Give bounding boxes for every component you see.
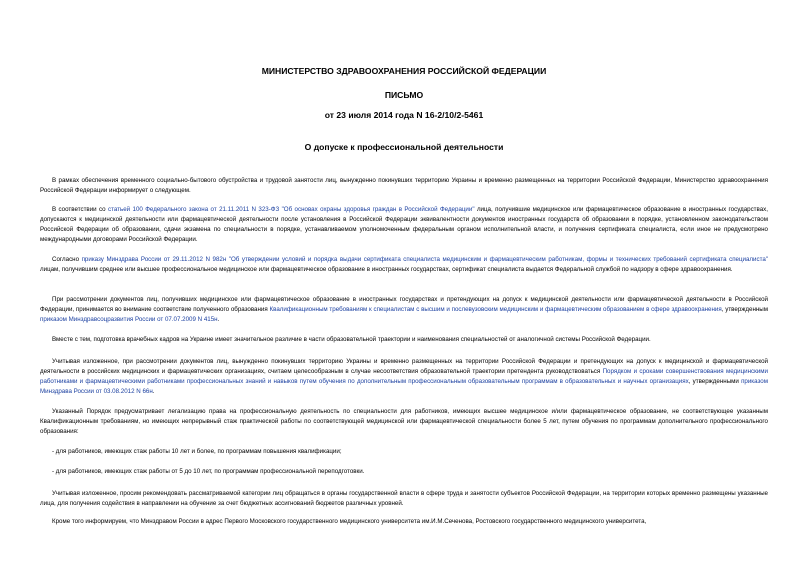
paragraph-order-982n xyxy=(40,255,768,275)
list-item-5-to-10-years: - для работников, имеющих стаж работы от 5 до 10 лет, по программам профессиональной переподготовки. xyxy=(52,468,365,475)
paragraph-qualification-requirements xyxy=(40,295,768,325)
paragraph-procedure-legalization: Указанный Порядок предусматривает легализацию права на профессиональную деятельность по специальности для работников, имеющих высшее медицинское и/или фармацевтическое образование, не соответствующее указанным Квалификационным требованиям, но имеющих непрерывный стаж практической работы по соответствующей медицинской или фармацевтической специальности более 5 лет, путем обучения по программам дополнительного профессионального образования: xyxy=(40,408,768,435)
link-qualification-requirements[interactable]: Квалификационным требованиям к специалистам с высшим и послевузовским медицинским и фармацевтическим образованием в сфере здравоохранения xyxy=(269,306,722,313)
paragraph-intro: В рамках обеспечения временного социально-бытового обустройства и трудовой занятости лиц, вынужденно покинувших территорию Украины и временно размещенных на территории Российской Федерации, Министерство здравоохранения Российской Федерации информирует о следующем. xyxy=(40,177,768,194)
link-procedure-and-terms[interactable]: Порядком и сроками совершенствования медицинскими работниками и фармацевтическими работниками профессиональных знаний и навыков путем обучения по дополнительным профессиональным образовательным программам в образовательных и научных организациях xyxy=(40,368,768,385)
paragraph-text: . xyxy=(217,316,220,323)
link-order-415n[interactable]: приказом Минздравсоцразвития России от 07.07.2009 N 415н xyxy=(40,316,218,323)
link-federal-law-323[interactable]: статьей 100 Федерального закона от 21.11.2011 N 323-ФЗ "Об основах охраны здоровья граждан в Российской Федерации" xyxy=(108,206,475,213)
paragraph-law-article-100 xyxy=(40,205,768,245)
paragraph-text: При рассмотрении документов лиц, получивших медицинское или фармацевтическое образование в иностранных государствах и претендующих на допуск к медицинской деятельности или фармацевтической деятельности в Российской Федерации, принимается во внимание соответствие полученного образования xyxy=(40,296,768,313)
paragraph-text: , утвержденными xyxy=(688,378,742,385)
link-order-66n[interactable]: приказом Минздрава России от 03.08.2012 N 66н xyxy=(40,378,768,395)
document-page xyxy=(40,0,768,571)
paragraph-request: Учитывая изложенное, просим рекомендовать рассматриваемой категории лиц обращаться в органы государственной власти в сфере труда и занятости субъектов Российской Федерации, на территории которых временно размещены указанные лица, для получения содействия в направлении на обучение за счет бюджетных ассигнований бюджетов различных уровней. xyxy=(40,490,768,507)
paragraph-text: В соответствии со xyxy=(52,206,108,213)
paragraph-text: Согласно xyxy=(52,256,82,263)
paragraph-text: , утвержденным xyxy=(721,306,768,313)
paragraph-recommendation xyxy=(40,357,768,397)
list-item-10-years: - для работников, имеющих стаж работы 10 лет и более, по программам повышения квалификации; xyxy=(52,448,342,455)
document-type: ПИСЬМО xyxy=(384,90,424,100)
paragraph-additional-info: Кроме того информируем, что Минздравом России в адрес Первого Московского государственного медицинского университета им.И.М.Сеченова, Ростовского государственного медицинского университета, xyxy=(52,518,647,525)
link-order-982n[interactable]: приказу Минздрава России от 29.11.2012 N 982н "Об утверждении условий и порядка выдачи сертификата специалиста медицинским и фармацевтическим работникам, формы и технических требований сертификата специалиста" xyxy=(81,256,768,263)
paragraph-text: . xyxy=(152,388,155,395)
ministry-heading: МИНИСТЕРСТВО ЗДРАВООХРАНЕНИЯ РОССИЙСКОЙ ФЕДЕРАЦИИ xyxy=(261,66,547,76)
document-subject: О допуске к профессиональной деятельности xyxy=(304,142,504,152)
document-number-date: от 23 июля 2014 года N 16-2/10/2-5461 xyxy=(324,110,484,120)
paragraph-text: Учитывая изложенное, при рассмотрении документов лиц, вынужденно покинувших территорию Украины и временно размещенных на территории Российской Федерации и претендующих на допуск к медицинской и фармацевтической деятельности в российских медицинских и фармацевтических организациях, считаем целесообразным в случае несоответствия образовательной траектории претендента руководствоваться xyxy=(40,358,768,375)
paragraph-text: лицам, получившим среднее или высшее профессиональное медицинское или фармацевтическое образование в иностранных государствах, сертификат специалиста выдается Федеральной службой по надзору в сфере здравоохранения. xyxy=(40,266,733,273)
paragraph-ukraine-training: Вместе с тем, подготовка врачебных кадров на Украине имеет значительное различие в части образовательной траектории и наименования специальностей от аналогичной системы Российской Федерации. xyxy=(52,336,651,343)
paragraph-text: лица, получившие медицинское или фармацевтическое образование в иностранных государствах, допускаются к медицинской деятельности или фармацевтической деятельности после установления в Российской Федерации эквивалентности документов иностранных государств об образовании в порядке, установленном законодательством Российской Федерации об образовании, сдачи экзамена по специальности в порядке, устанавливаемом уполномоченным федеральным органом исполнительной власти, и получения сертификата специалиста, если иное не предусмотрено международными договорами Российской Федерации. xyxy=(40,206,768,243)
